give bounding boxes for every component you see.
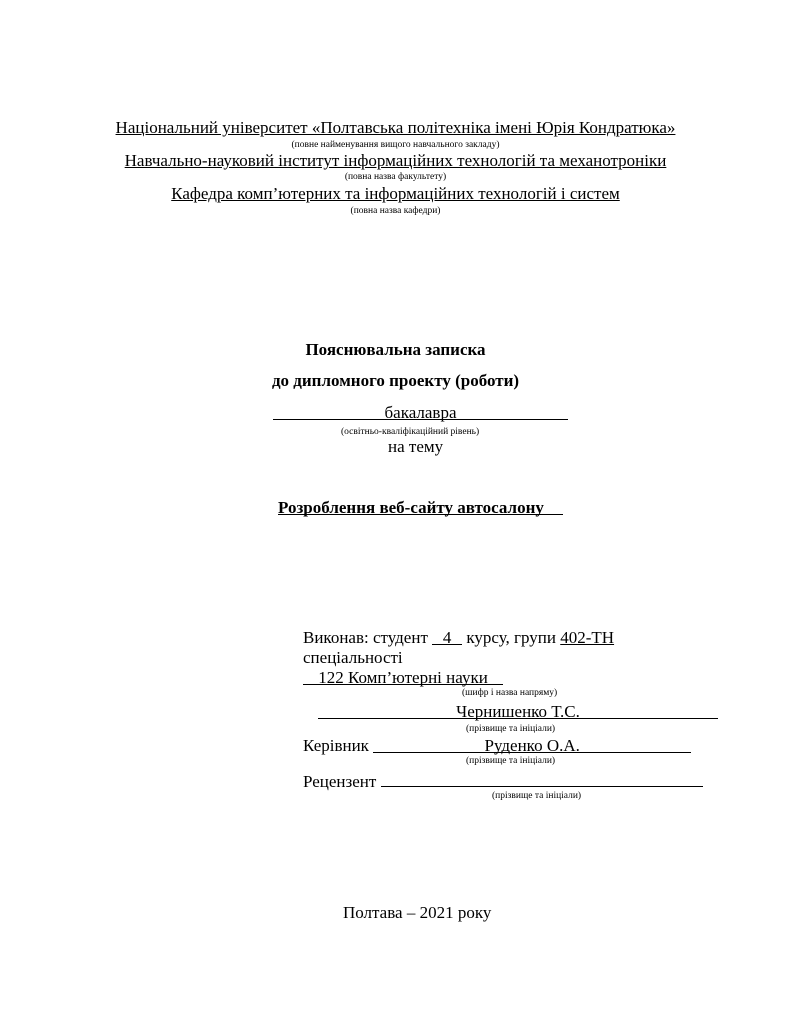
student-name-caption: (прізвище та ініціали) [466, 724, 556, 734]
course-label: курсу, групи [466, 628, 556, 647]
topic-field [278, 498, 563, 518]
level-value: бакалавра [273, 403, 568, 420]
reviewer-label: Рецензент [303, 772, 377, 791]
specialty-value: 122 Комп’ютерні науки [303, 668, 503, 685]
supervisor-name: Руденко О.А. [373, 736, 691, 753]
university-caption: (повне найменування вищого навчального закладу) [291, 140, 500, 150]
institute-caption: (повна назва факультету) [344, 172, 447, 182]
specialty-label: спеціальності [303, 648, 403, 667]
document-for: до дипломного проекту (роботи) [271, 371, 520, 390]
specialty-field [303, 668, 503, 688]
reviewer-line [303, 770, 703, 792]
document-type: Пояснювальна записка [305, 340, 486, 359]
supervisor-label: Керівник [303, 736, 369, 755]
topic-value: Розроблення веб-сайту автосалону [278, 498, 563, 515]
done-by-label: Виконав: студент [303, 628, 428, 647]
department-name: Кафедра комп’ютерних та інформаційних технологій і систем [171, 184, 620, 203]
university-name: Національний університет «Полтавська політехніка імені Юрія Кондратюка» [115, 118, 676, 137]
level-caption: (освітньо-кваліфікаційний рівень) [341, 427, 480, 437]
department-caption: (повна назва кафедри) [350, 206, 441, 216]
specialty-caption: (шифр і назва напряму) [462, 688, 558, 698]
on-topic-label: на тему [388, 437, 444, 456]
institute-name: Навчально-науковий інститут інформаційних технологій та механотроніки [124, 151, 667, 170]
reviewer-caption: (прізвище та ініціали) [492, 791, 582, 801]
student-name: Чернишенко Т.С. [318, 702, 718, 719]
supervisor-line [303, 736, 691, 756]
reviewer-name [381, 770, 703, 787]
supervisor-caption: (прізвище та ініціали) [466, 756, 556, 766]
student-name-field [318, 702, 718, 722]
course-value: 4 [432, 628, 462, 645]
city-year: Полтава – 2021 року [343, 903, 492, 922]
group-value: 402-ТН [560, 628, 615, 647]
student-line [303, 628, 614, 648]
level-field [273, 403, 568, 423]
